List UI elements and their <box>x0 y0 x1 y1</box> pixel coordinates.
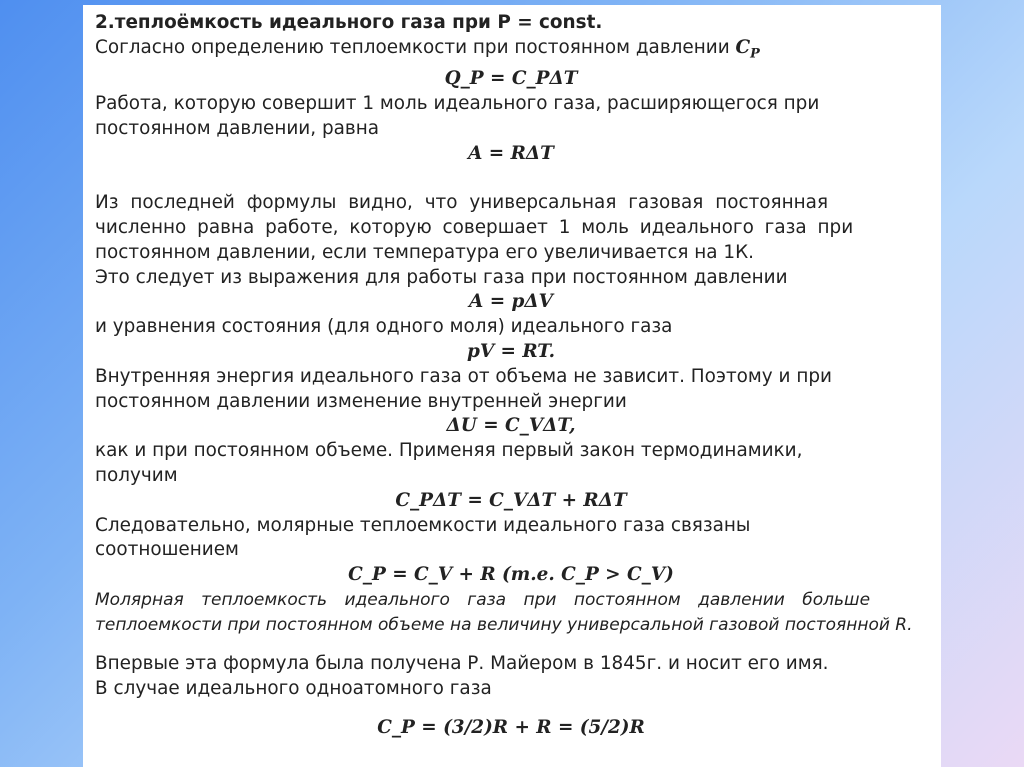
note-line: теплоемкости при постоянном объеме на величину универсальной газовой постоянной R. <box>95 615 913 635</box>
slide-page <box>83 5 941 767</box>
text-line <box>95 36 927 67</box>
heat-capacity-subscript: P <box>750 46 760 62</box>
text-line: В случае идеального одноатомного газа <box>95 677 492 699</box>
text-line: как и при постоянном объеме. Применяя первый закон термодинамики, <box>95 440 803 462</box>
text-line: Работа, которую совершит 1 моль идеального газа, расширяющегося при <box>95 93 820 115</box>
text-line: численно равна работе, которую совершает 1 моль идеального газа при <box>95 217 854 239</box>
text-line: получим <box>95 465 178 487</box>
section-heading: 2.теплоёмкость идеального газа при P = const. <box>95 12 603 33</box>
formula-work-r: A = RΔT <box>468 142 554 164</box>
text-line: постоянном давлении изменение внутренней энергии <box>95 390 627 412</box>
spacer <box>95 166 927 191</box>
note-line: Молярная теплоемкость идеального газа при постоянном давлении больше <box>95 590 871 610</box>
text-line: Из последней формулы видно, что универсальная газовая постоянная <box>95 192 829 214</box>
heat-capacity-symbol: C <box>735 36 751 58</box>
text-line: Следовательно, молярные теплоемкости идеального газа связаны <box>95 514 751 536</box>
formula-internal-energy: ΔU = C_VΔT, <box>446 415 576 437</box>
text-line: соотношением <box>95 539 239 561</box>
formula-monatomic: C_P = (3/2)R + R = (5/2)R <box>377 716 645 738</box>
formula-work-pdv: A = pΔV <box>469 291 553 313</box>
text-line: и уравнения состояния (для одного моля) идеального газа <box>95 316 673 338</box>
formula-q-p <box>95 67 927 92</box>
formula-mayer: C_P = C_V + R (т.е. C_P > C_V) <box>348 564 674 586</box>
text-line: Внутренняя энергия идеального газа от объема не зависит. Поэтому и при <box>95 365 832 387</box>
text-line: Это следует из выражения для работы газа при постоянном давлении <box>95 266 788 288</box>
text-line: постоянном давлении, если температура его увеличивается на 1К. <box>95 241 755 263</box>
formula-state-equation: pV = RT. <box>466 341 556 363</box>
text-line: Впервые эта формула была получена Р. Майером в 1845г. и носит его имя. <box>95 653 829 674</box>
formula-text: Q_P = C_PΔT <box>444 68 578 90</box>
text-line: постоянном давлении, равна <box>95 117 380 139</box>
spacer <box>95 638 927 652</box>
formula-first-law: C_PΔT = C_VΔT + RΔT <box>395 489 627 511</box>
paragraph-text: Согласно определению теплоемкости при постоянном давлении <box>95 36 730 58</box>
